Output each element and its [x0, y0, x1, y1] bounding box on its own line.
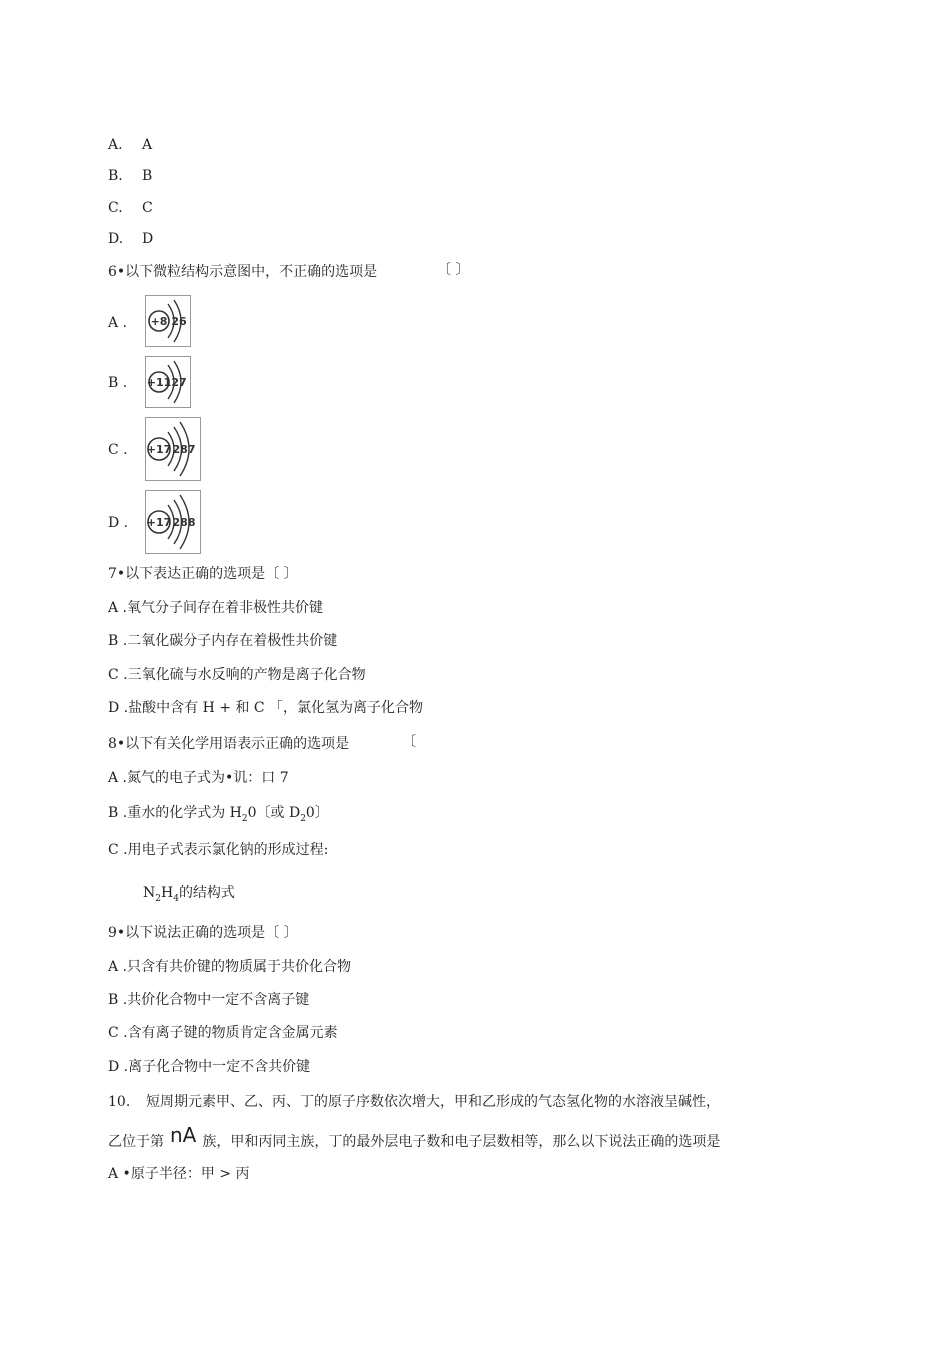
q8-option-b: B .重水的化学式为 $H_20$〔或 $D_20$〕	[108, 805, 329, 824]
q6-option-b-letter: B .	[108, 375, 128, 391]
q8-option-d: $N_2H_4$的结构式	[143, 885, 235, 904]
q6-d-shells: 288	[172, 516, 196, 529]
q6-stem: 6•以下微粒结构示意图中，不正确的选项是	[108, 264, 378, 280]
q10-line1: 10. 短周期元素甲、乙、丙、丁的原子序数依次增大，甲和乙形成的气态氢化物的水溶液呈碱性，	[108, 1094, 720, 1110]
q6-option-a-letter: A .	[108, 315, 128, 331]
q8-option-c: C .用电子式表示氯化钠的形成过程:	[108, 842, 329, 858]
prev-option-a: A. A	[108, 137, 153, 153]
q6-a-nucleus: +8	[150, 315, 168, 328]
q6-b-nucleus: +11	[146, 376, 172, 389]
prev-option-b: B. B	[108, 168, 153, 184]
q6-option-d-letter: D .	[108, 515, 129, 531]
q6-b-shells: 27	[171, 376, 187, 389]
q8-option-a: A .氮气的电子式为•讥：口 7	[108, 770, 289, 786]
q6-option-d-diagram	[145, 490, 201, 554]
q7-option-c: C .三氧化硫与水反响的产物是离子化合物	[108, 667, 366, 683]
q9-option-d: D .离子化合物中一定不含共价键	[108, 1059, 311, 1075]
q6-option-c-diagram	[145, 417, 201, 481]
q7-stem: 7•以下表达正确的选项是〔 〕	[108, 566, 298, 582]
q6-d-nucleus: +17	[146, 516, 172, 529]
q10-line2: 乙位于第 nA 族，甲和丙同主族，丁的最外层电子数和电子层数相等，那么以下说法正确的选项是	[108, 1123, 721, 1150]
q6-option-a-diagram	[145, 295, 191, 347]
q7-option-b: B .二氧化碳分子内存在着极性共价键	[108, 633, 338, 649]
q7-option-a: A .氧气分子间存在着非极性共价键	[108, 600, 324, 616]
q9-stem: 9•以下说法正确的选项是〔 〕	[108, 925, 298, 941]
q6-a-shells: 26	[171, 315, 187, 328]
q6-c-shells: 287	[172, 443, 196, 456]
q6-option-c-letter: C .	[108, 442, 128, 458]
q6-c-nucleus: +17	[146, 443, 172, 456]
q10-option-a: A •原子半径：甲 > 丙	[108, 1166, 250, 1182]
q9-option-b: B .共价化合物中一定不含离子键	[108, 992, 310, 1008]
prev-option-c: C. C	[108, 200, 153, 216]
q8-paren: 〔	[402, 734, 416, 750]
q9-option-c: C .含有离子键的物质肯定含金属元素	[108, 1025, 338, 1041]
q6-paren: 〔 〕	[437, 262, 470, 278]
prev-option-d: D. D	[108, 231, 154, 247]
q6-option-b-diagram	[145, 356, 191, 408]
q9-option-a: A .只含有共价键的物质属于共价化合物	[108, 959, 352, 975]
q7-option-d: D .盐酸中含有 H + 和 C 「，氯化氢为离子化合物	[108, 700, 424, 716]
q8-stem: 8•以下有关化学用语表示正确的选项是	[108, 736, 350, 752]
